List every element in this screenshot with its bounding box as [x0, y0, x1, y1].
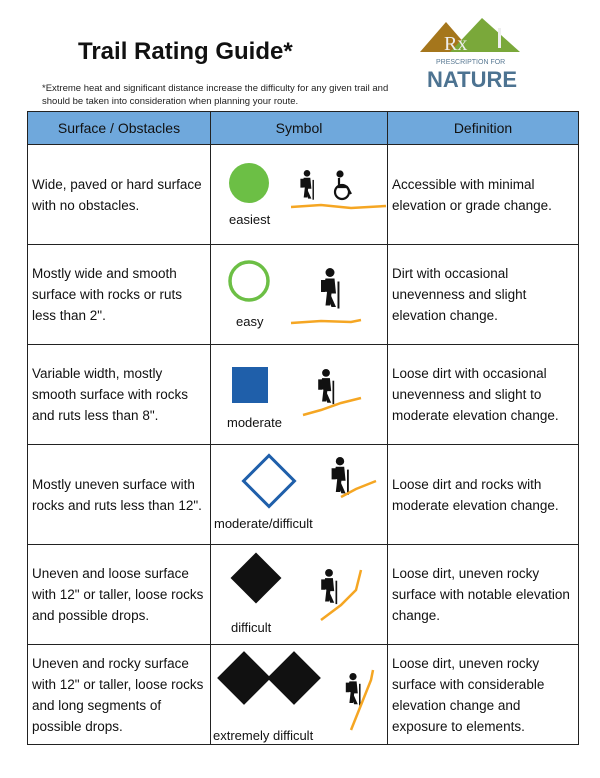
header-surface: Surface / Obstacles [28, 112, 211, 145]
difficulty-label: easy [236, 314, 264, 329]
table-row [28, 445, 579, 545]
surface-cell: Uneven and loose surface with 12" or taller, loose rocks and possible drops. [28, 545, 211, 645]
difficulty-label: extremely difficult [213, 728, 314, 743]
definition-cell: Dirt with occasional unevenness and slight elevation change. [388, 245, 579, 345]
footnote: *Extreme heat and significant distance increase the difficulty for any given trail and should be taken into consideration when planning your route. [42, 83, 389, 107]
svg-text:Rx: Rx [444, 33, 468, 55]
page-title: Trail Rating Guide* [78, 38, 293, 65]
header-definition: Definition [388, 112, 579, 145]
table-row [28, 545, 579, 645]
svg-text:NATURE: NATURE [427, 67, 518, 92]
definition-cell: Accessible with minimal elevation or grade change. [388, 145, 579, 245]
symbol-cell [211, 145, 388, 245]
surface-cell: Uneven and rocky surface with 12" or taller, loose rocks and long segments of possible drops. [28, 645, 211, 745]
surface-cell: Variable width, mostly smooth surface with rocks and ruts less than 8". [28, 345, 211, 445]
symbol-cell [211, 645, 388, 745]
svg-text:PRESCRIPTION FOR: PRESCRIPTION FOR [436, 59, 506, 66]
difficulty-label: easiest [229, 212, 271, 227]
table-row [28, 145, 579, 245]
difficulty-label: moderate [227, 415, 282, 430]
definition-cell: Loose dirt, uneven rocky surface with notable elevation change. [388, 545, 579, 645]
difficulty-label: difficult [231, 620, 272, 635]
surface-cell: Wide, paved or hard surface with no obstacles. [28, 145, 211, 245]
table-row [28, 645, 579, 745]
prescription-for-nature-logo [420, 16, 528, 96]
surface-cell: Mostly uneven surface with rocks and ruts less than 12". [28, 445, 211, 545]
header-symbol: Symbol [211, 112, 388, 145]
table-row [28, 345, 579, 445]
symbol-cell [211, 545, 388, 645]
symbol-cell [211, 245, 388, 345]
definition-cell: Loose dirt, uneven rocky surface with considerable elevation change and exposure to elements. [388, 645, 579, 745]
symbol-cell [211, 445, 388, 545]
trail-rating-table [27, 111, 579, 745]
definition-cell: Loose dirt and rocks with moderate elevation change. [388, 445, 579, 545]
table-row [28, 245, 579, 345]
difficulty-label: moderate/difficult [214, 516, 313, 531]
surface-cell: Mostly wide and smooth surface with rocks or ruts less than 2". [28, 245, 211, 345]
symbol-cell [211, 345, 388, 445]
definition-cell: Loose dirt with occasional unevenness and slight to moderate elevation change. [388, 345, 579, 445]
